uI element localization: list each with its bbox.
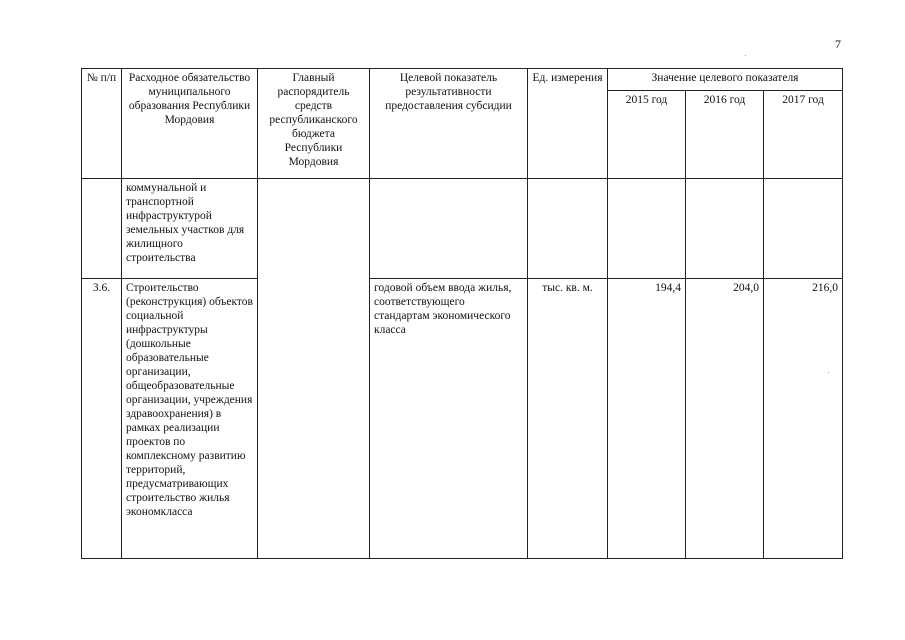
header-indicator: Целевой показатель результативности предоставления субсидии: [370, 69, 528, 179]
header-values-group: Значение целевого показателя: [608, 69, 843, 91]
row-indicator: годовой объем ввода жилья, соответствующего стандартам экономического класса: [370, 279, 528, 559]
table-row: [82, 179, 843, 279]
header-year-2015: 2015 год: [608, 91, 686, 179]
header-manager: Главный распорядитель средств республиканского бюджета Республики Мордовия: [258, 69, 370, 179]
row-manager: [258, 179, 370, 559]
header-unit: Ед. измерения: [528, 69, 608, 179]
row-value-2016: 204,0: [686, 279, 764, 559]
page-number: 7: [835, 37, 841, 51]
header-num: № п/п: [82, 69, 122, 179]
header-year-2016: 2016 год: [686, 91, 764, 179]
row-unit: тыс. кв. м.: [528, 279, 608, 559]
row-num: 3.6.: [82, 279, 122, 559]
row-obligation: коммунальной и транспортной инфраструктурой земельных участков для жилищного строительства: [122, 179, 258, 279]
header-obligation: Расходное обязательство муниципального образования Республики Мордовия: [122, 69, 258, 179]
row-num: [82, 179, 122, 279]
table-row: [82, 279, 843, 559]
scan-speck: [745, 55, 746, 56]
header-year-2017: 2017 год: [764, 91, 843, 179]
row-value-2015: [608, 179, 686, 279]
row-value-2015: 194,4: [608, 279, 686, 559]
row-value-2017: 216,0: [764, 279, 843, 559]
scan-speck: [828, 372, 829, 373]
row-value-2017: [764, 179, 843, 279]
row-indicator: [370, 179, 528, 279]
row-obligation: Строительство (реконструкция) объектов социальной инфраструктуры (дошкольные образовательные организации, общеобразовательные организации, учреждения здравоохранения) в рамках реализации проектов по комплексному развитию территорий, предусматривающих строительство жилья экономкласса: [122, 279, 258, 559]
row-unit: [528, 179, 608, 279]
row-value-2016: [686, 179, 764, 279]
target-indicators-table: [81, 68, 843, 559]
